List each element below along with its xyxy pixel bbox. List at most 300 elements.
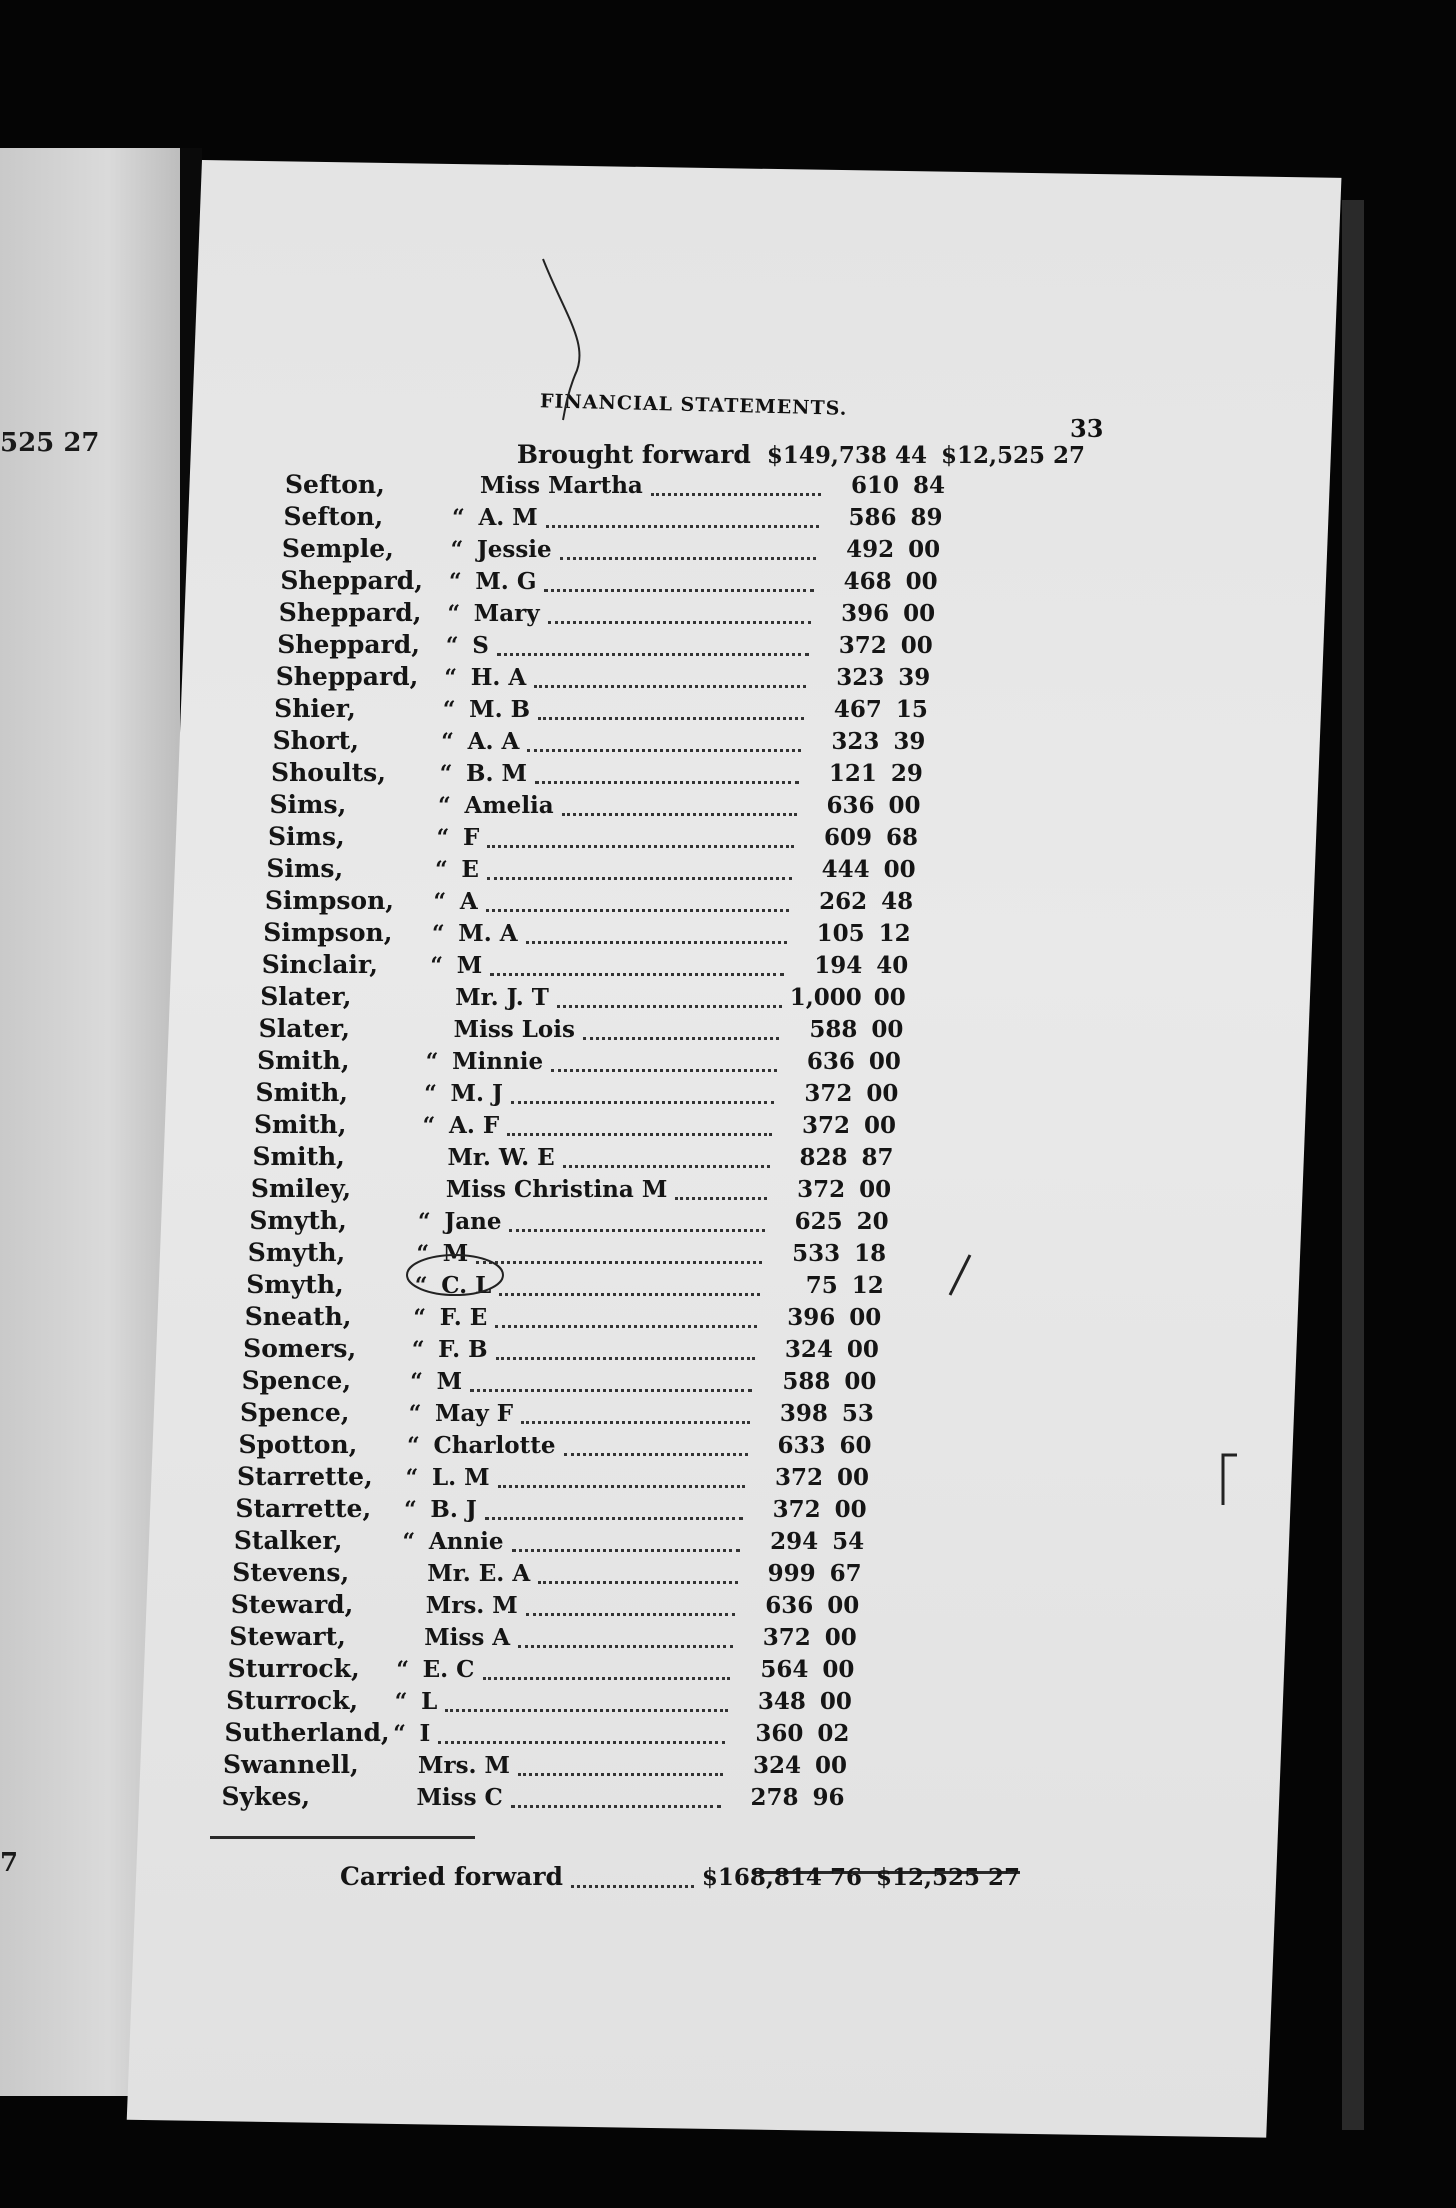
leader-dots bbox=[509, 1228, 764, 1232]
given-name-text: M. J bbox=[450, 1080, 503, 1107]
amount-dollars: 586 bbox=[848, 504, 897, 531]
leader-dots bbox=[534, 684, 806, 688]
given-name-text: L. M bbox=[431, 1464, 490, 1491]
amount-dollars: 588 bbox=[782, 1368, 831, 1395]
given-name-text: E bbox=[461, 856, 479, 883]
ditto-mark: “ bbox=[405, 1465, 419, 1491]
given-name-text: Miss Martha bbox=[480, 472, 643, 499]
amount-dollars: 323 bbox=[836, 664, 885, 691]
ditto-mark: “ bbox=[410, 1369, 423, 1395]
amount-cents: 00 bbox=[814, 1752, 847, 1779]
amount-cents: 00 bbox=[866, 1080, 899, 1107]
leader-dots bbox=[535, 780, 799, 784]
surname-text: Sturrock, bbox=[227, 1654, 360, 1683]
left-page-fragment: 7 bbox=[0, 1848, 19, 1878]
given-name-text: M. B bbox=[469, 696, 531, 723]
ledger-row bbox=[234, 1526, 864, 1558]
amount-cents: 39 bbox=[898, 664, 931, 691]
amount-dollars: 324 bbox=[784, 1336, 833, 1363]
ledger-row bbox=[251, 1174, 891, 1206]
ledger-row bbox=[232, 1558, 861, 1590]
ditto-mark: “ bbox=[414, 1273, 428, 1299]
leader-dots bbox=[551, 1068, 777, 1072]
surname-text: Sykes, bbox=[221, 1782, 311, 1811]
surname-text: Smyth, bbox=[247, 1238, 346, 1267]
given-name-text: A bbox=[459, 888, 478, 915]
brought-forward-label: Brought forward bbox=[516, 440, 751, 469]
pen-stroke-mark bbox=[535, 255, 595, 425]
surname-text: Sheppard, bbox=[278, 598, 422, 627]
leader-dots bbox=[445, 1708, 728, 1712]
amount-cents: 89 bbox=[910, 504, 943, 531]
ditto-mark: “ bbox=[441, 729, 454, 755]
amount-cents: 53 bbox=[841, 1400, 874, 1427]
amount-cents: 84 bbox=[912, 472, 945, 499]
pencil-tick-mark bbox=[945, 1250, 975, 1300]
ledger-row bbox=[240, 1398, 874, 1430]
page-number: 33 bbox=[1070, 414, 1104, 443]
ledger-row bbox=[265, 886, 913, 918]
ditto-mark: “ bbox=[431, 921, 445, 947]
surname-text: Smiley, bbox=[250, 1174, 352, 1203]
given-name-text: M bbox=[456, 952, 483, 979]
ledger-row bbox=[270, 790, 921, 822]
amount-cents: 00 bbox=[837, 1464, 870, 1491]
ledger-row bbox=[266, 854, 915, 886]
leader-dots bbox=[571, 1884, 694, 1888]
ledger-row bbox=[254, 1110, 896, 1142]
given-name-text: F. B bbox=[438, 1336, 488, 1363]
surname-text: Slater, bbox=[260, 982, 352, 1011]
amount-dollars: 372 bbox=[804, 1080, 853, 1107]
given-name-text: Mrs. M bbox=[425, 1592, 518, 1619]
given-name-text: I bbox=[419, 1720, 431, 1747]
ditto-mark: “ bbox=[433, 889, 447, 915]
ledger-row bbox=[235, 1494, 866, 1526]
ledger-row bbox=[259, 1014, 904, 1046]
surname-text: Sheppard, bbox=[280, 566, 423, 595]
amount-cents: 00 bbox=[824, 1624, 857, 1651]
given-name-text: A. F bbox=[449, 1112, 500, 1139]
ditto-mark: “ bbox=[444, 665, 458, 691]
ditto-mark: “ bbox=[422, 1113, 436, 1139]
amount-cents: 68 bbox=[886, 824, 919, 851]
amount-dollars: 636 bbox=[826, 792, 875, 819]
leader-dots bbox=[512, 1548, 741, 1552]
amount-dollars: 278 bbox=[750, 1784, 799, 1811]
amount-cents: 00 bbox=[819, 1688, 852, 1715]
surname-text: Shoults, bbox=[271, 758, 386, 787]
amount-cents: 67 bbox=[829, 1560, 862, 1587]
leader-dots bbox=[563, 1164, 770, 1168]
amount-cents: 00 bbox=[903, 600, 936, 627]
given-name-text: Jessie bbox=[476, 536, 552, 563]
surname-text: Smith, bbox=[254, 1110, 347, 1139]
given-name-text: Miss A bbox=[424, 1624, 511, 1651]
leader-dots bbox=[438, 1740, 725, 1744]
ditto-mark: “ bbox=[418, 1209, 431, 1235]
surname-text: Smith, bbox=[252, 1142, 345, 1171]
amount-dollars: 398 bbox=[779, 1400, 828, 1427]
amount-cents: 00 bbox=[846, 1336, 879, 1363]
surname-text: Semple, bbox=[281, 534, 394, 563]
ledger-row bbox=[257, 1046, 901, 1078]
ditto-mark: “ bbox=[402, 1529, 416, 1555]
surname-text: Somers, bbox=[243, 1334, 357, 1363]
leader-dots bbox=[544, 588, 813, 592]
ditto-mark: “ bbox=[413, 1305, 427, 1331]
brought-forward-total-secondary: $12,525 27 bbox=[940, 442, 1085, 469]
given-name-text: Mr. J. T bbox=[455, 984, 549, 1011]
leader-dots bbox=[521, 1420, 750, 1424]
surname-text: Starrette, bbox=[236, 1462, 373, 1491]
page-title: FINANCIAL STATEMENTS. bbox=[539, 390, 848, 420]
leader-dots bbox=[560, 556, 816, 560]
surname-text: Smyth, bbox=[246, 1270, 344, 1299]
ledger-row bbox=[277, 630, 933, 662]
amount-dollars: 294 bbox=[770, 1528, 819, 1555]
amount-cents: 00 bbox=[863, 1112, 896, 1139]
leader-dots bbox=[675, 1196, 767, 1200]
amount-dollars: 396 bbox=[841, 600, 890, 627]
amount-cents: 15 bbox=[895, 696, 928, 723]
amount-dollars: 121 bbox=[828, 760, 877, 787]
leader-dots bbox=[518, 1644, 733, 1648]
leader-dots bbox=[548, 620, 812, 624]
ditto-mark: “ bbox=[435, 857, 448, 883]
amount-cents: 00 bbox=[849, 1304, 882, 1331]
ditto-mark: “ bbox=[407, 1433, 420, 1459]
ditto-mark: “ bbox=[438, 793, 451, 819]
ditto-mark: “ bbox=[452, 505, 465, 531]
amount-dollars: 372 bbox=[775, 1464, 824, 1491]
amount-cents: 00 bbox=[834, 1496, 867, 1523]
amount-cents: 48 bbox=[881, 888, 914, 915]
surname-text: Short, bbox=[272, 726, 359, 755]
amount-dollars: 636 bbox=[765, 1592, 814, 1619]
amount-cents: 00 bbox=[888, 792, 921, 819]
given-name-text: Mrs. M bbox=[418, 1752, 510, 1779]
ledger-row bbox=[282, 534, 940, 566]
ledger-row bbox=[231, 1590, 860, 1622]
amount-cents: 00 bbox=[827, 1592, 860, 1619]
ledger-row bbox=[285, 470, 945, 502]
leader-dots bbox=[498, 1484, 745, 1488]
ledger-row bbox=[260, 982, 906, 1014]
given-name-text: F bbox=[462, 824, 480, 851]
bracket-mark bbox=[1215, 1450, 1245, 1510]
rule-left bbox=[210, 1836, 475, 1839]
leader-dots bbox=[546, 524, 819, 528]
given-name-text: Charlotte bbox=[433, 1432, 556, 1459]
given-name-text: B. J bbox=[430, 1496, 477, 1523]
surname-text: Sneath, bbox=[244, 1302, 352, 1331]
given-name-text: M bbox=[436, 1368, 463, 1395]
amount-cents: 00 bbox=[883, 856, 916, 883]
amount-dollars: 194 bbox=[814, 952, 863, 979]
surname-text: Sims, bbox=[266, 854, 344, 883]
leader-dots bbox=[651, 492, 821, 496]
ledger-row bbox=[274, 694, 928, 726]
amount-cents: 12 bbox=[851, 1272, 884, 1299]
given-name-text: Miss Christina M bbox=[445, 1176, 668, 1203]
amount-dollars: 262 bbox=[819, 888, 868, 915]
ledger-row bbox=[273, 726, 926, 758]
amount-dollars: 323 bbox=[831, 728, 880, 755]
ditto-mark: “ bbox=[411, 1337, 425, 1363]
given-name-text: S bbox=[472, 632, 489, 659]
ditto-mark: “ bbox=[396, 1657, 409, 1683]
amount-cents: 12 bbox=[878, 920, 911, 947]
ledger-row bbox=[237, 1462, 869, 1494]
leader-dots bbox=[538, 1580, 738, 1584]
ledger-row bbox=[249, 1206, 888, 1238]
ditto-mark: “ bbox=[393, 1721, 406, 1747]
given-name-text: Annie bbox=[428, 1528, 504, 1555]
leader-dots bbox=[557, 1004, 782, 1008]
ledger-row bbox=[279, 598, 935, 630]
ledger-row bbox=[280, 566, 937, 598]
leader-dots bbox=[538, 716, 804, 720]
carried-forward-total-secondary: $12,525 27 bbox=[875, 1864, 1020, 1891]
leader-dots bbox=[583, 1036, 779, 1040]
ledger-row bbox=[271, 758, 923, 790]
amount-dollars: 324 bbox=[752, 1752, 801, 1779]
surname-text: Sheppard, bbox=[277, 630, 420, 659]
surname-text: Smith, bbox=[255, 1078, 348, 1107]
surname-text: Sturrock, bbox=[226, 1686, 359, 1715]
ledger-row bbox=[243, 1334, 879, 1366]
ledger-row bbox=[226, 1686, 852, 1718]
amount-cents: 54 bbox=[832, 1528, 865, 1555]
given-name-text: A. M bbox=[478, 504, 538, 531]
amount-dollars: 633 bbox=[777, 1432, 826, 1459]
amount-dollars: 625 bbox=[794, 1208, 843, 1235]
leader-dots bbox=[485, 1516, 743, 1520]
amount-dollars: 467 bbox=[833, 696, 882, 723]
amount-cents: 96 bbox=[812, 1784, 845, 1811]
amount-dollars: 105 bbox=[816, 920, 865, 947]
leader-dots bbox=[511, 1804, 721, 1808]
amount-dollars: 75 bbox=[805, 1272, 838, 1299]
surname-text: Stewart, bbox=[229, 1622, 346, 1651]
brought-forward-row bbox=[435, 440, 1085, 472]
ditto-mark: “ bbox=[449, 569, 462, 595]
amount-cents: 60 bbox=[839, 1432, 872, 1459]
leader-dots bbox=[495, 1324, 757, 1328]
ditto-mark: “ bbox=[450, 537, 464, 563]
given-name-text: Miss C bbox=[416, 1784, 503, 1811]
amount-dollars: 492 bbox=[846, 536, 895, 563]
ledger-row bbox=[239, 1430, 872, 1462]
leader-dots bbox=[487, 876, 792, 880]
surname-text: Slater, bbox=[258, 1014, 350, 1043]
leader-dots bbox=[487, 844, 794, 848]
surname-text: Sutherland, bbox=[224, 1718, 390, 1747]
surname-text: Stalker, bbox=[233, 1526, 343, 1555]
amount-dollars: 348 bbox=[757, 1688, 806, 1715]
amount-dollars: 372 bbox=[797, 1176, 846, 1203]
ledger-row bbox=[225, 1718, 850, 1750]
ditto-mark: “ bbox=[439, 761, 453, 787]
amount-cents: 39 bbox=[893, 728, 926, 755]
ditto-mark: “ bbox=[408, 1401, 422, 1427]
ditto-mark: “ bbox=[430, 953, 444, 979]
amount-dollars: 828 bbox=[799, 1144, 848, 1171]
amount-cents: 00 bbox=[859, 1176, 892, 1203]
given-name-text: Mr. E. A bbox=[427, 1560, 531, 1587]
ditto-mark: “ bbox=[447, 601, 461, 627]
amount-cents: 00 bbox=[900, 632, 933, 659]
carried-forward-row bbox=[340, 1862, 1020, 1894]
leader-dots bbox=[526, 940, 787, 944]
leader-dots bbox=[507, 1132, 772, 1136]
amount-dollars: 609 bbox=[824, 824, 873, 851]
amount-cents: 00 bbox=[844, 1368, 877, 1395]
surname-text: Spence, bbox=[241, 1366, 352, 1395]
leader-dots bbox=[562, 812, 797, 816]
given-name-text: Miss Lois bbox=[453, 1016, 575, 1043]
ledger-row bbox=[262, 950, 909, 982]
amount-dollars: 588 bbox=[809, 1016, 858, 1043]
surname-text: Simpson, bbox=[264, 886, 394, 915]
given-name-text: Mary bbox=[473, 600, 540, 627]
given-name-text: F. E bbox=[439, 1304, 488, 1331]
leader-dots bbox=[518, 1772, 723, 1776]
surname-text: Steward, bbox=[230, 1590, 354, 1619]
surname-text: Stevens, bbox=[232, 1558, 350, 1587]
ledger-row bbox=[223, 1750, 847, 1782]
amount-cents: 00 bbox=[873, 984, 906, 1011]
amount-dollars: 636 bbox=[806, 1048, 855, 1075]
leader-dots bbox=[486, 908, 789, 912]
ledger-row bbox=[246, 1270, 884, 1302]
surname-text: Spence, bbox=[240, 1398, 350, 1427]
ledger-row bbox=[263, 918, 910, 950]
carried-forward-total: $168,814 76 bbox=[701, 1864, 862, 1891]
given-name-text: H. A bbox=[470, 664, 527, 691]
given-name-text: C. L bbox=[441, 1272, 492, 1299]
brought-forward-total: $149,738 44 bbox=[766, 442, 927, 469]
amount-dollars: 999 bbox=[767, 1560, 816, 1587]
given-name-text: Minnie bbox=[452, 1048, 544, 1075]
amount-dollars: 1,000 bbox=[789, 984, 862, 1011]
amount-cents: 40 bbox=[876, 952, 909, 979]
amount-cents: 02 bbox=[817, 1720, 850, 1747]
ditto-mark: “ bbox=[425, 1049, 439, 1075]
given-name-text: E. C bbox=[422, 1656, 475, 1683]
amount-dollars: 372 bbox=[762, 1624, 811, 1651]
amount-dollars: 360 bbox=[755, 1720, 804, 1747]
amount-dollars: 396 bbox=[787, 1304, 836, 1331]
leader-dots bbox=[476, 1260, 762, 1264]
ditto-mark: “ bbox=[394, 1689, 408, 1715]
amount-dollars: 533 bbox=[792, 1240, 841, 1267]
given-name-text: M bbox=[442, 1240, 469, 1267]
amount-cents: 00 bbox=[822, 1656, 855, 1683]
ledger-row bbox=[252, 1142, 893, 1174]
surname-text: Sims, bbox=[269, 790, 347, 819]
ditto-mark: “ bbox=[436, 825, 450, 851]
amount-cents: 87 bbox=[861, 1144, 894, 1171]
amount-cents: 29 bbox=[890, 760, 923, 787]
surname-text: Smith, bbox=[257, 1046, 350, 1075]
leader-dots bbox=[564, 1452, 748, 1456]
surname-text: Simpson, bbox=[263, 918, 393, 947]
leader-dots bbox=[496, 1356, 755, 1360]
amount-dollars: 372 bbox=[772, 1496, 821, 1523]
handwritten-circle-mark bbox=[400, 1245, 510, 1305]
surname-text: Shier, bbox=[274, 694, 356, 723]
page-right-edge bbox=[1342, 200, 1364, 2130]
ledger-row bbox=[268, 822, 918, 854]
ledger-row bbox=[256, 1078, 899, 1110]
leader-dots bbox=[470, 1388, 752, 1392]
given-name-text: A. A bbox=[467, 728, 520, 755]
ledger-row bbox=[248, 1238, 886, 1270]
ledger-row bbox=[242, 1366, 877, 1398]
amount-cents: 20 bbox=[856, 1208, 889, 1235]
ditto-mark: “ bbox=[442, 697, 456, 723]
surname-text: Starrette, bbox=[235, 1494, 372, 1523]
surname-text: Sinclair, bbox=[261, 950, 378, 979]
ditto-mark: “ bbox=[404, 1497, 417, 1523]
ledger-row bbox=[229, 1622, 857, 1654]
ledger-row bbox=[276, 662, 931, 694]
given-name-text: Mr. W. E bbox=[447, 1144, 555, 1171]
amount-cents: 00 bbox=[908, 536, 941, 563]
amount-cents: 00 bbox=[868, 1048, 901, 1075]
surname-text: Sheppard, bbox=[275, 662, 419, 691]
amount-dollars: 444 bbox=[821, 856, 870, 883]
surname-text: Sefton, bbox=[285, 470, 385, 499]
amount-dollars: 372 bbox=[801, 1112, 850, 1139]
leader-dots bbox=[483, 1676, 731, 1680]
given-name-text: M. G bbox=[475, 568, 537, 595]
ditto-mark: “ bbox=[445, 633, 459, 659]
ditto-mark: “ bbox=[416, 1241, 430, 1267]
amount-dollars: 372 bbox=[838, 632, 887, 659]
amount-cents: 18 bbox=[854, 1240, 887, 1267]
leader-dots bbox=[526, 1612, 736, 1616]
given-name-text: Jane bbox=[444, 1208, 502, 1235]
leader-dots bbox=[527, 748, 801, 752]
amount-dollars: 564 bbox=[760, 1656, 809, 1683]
ledger-row bbox=[283, 502, 942, 534]
ledger-row bbox=[221, 1782, 844, 1814]
leader-dots bbox=[499, 1292, 759, 1296]
amount-cents: 00 bbox=[905, 568, 938, 595]
left-page-total: 525 27 bbox=[0, 428, 100, 458]
surname-text: Sefton, bbox=[283, 502, 384, 531]
given-name-text: M. A bbox=[458, 920, 518, 947]
given-name-text: L bbox=[421, 1688, 438, 1715]
ledger-row bbox=[228, 1654, 855, 1686]
given-name-text: B. M bbox=[466, 760, 527, 787]
given-name-text: Amelia bbox=[464, 792, 554, 819]
leader-dots bbox=[511, 1100, 775, 1104]
ditto-mark: “ bbox=[424, 1081, 437, 1107]
leader-dots bbox=[490, 972, 784, 976]
surname-text: Swannell, bbox=[223, 1750, 359, 1779]
carried-forward-label: Carried forward bbox=[340, 1862, 563, 1891]
amount-dollars: 610 bbox=[850, 472, 899, 499]
surname-text: Spotton, bbox=[238, 1430, 358, 1459]
surname-text: Sims, bbox=[267, 822, 345, 851]
amount-cents: 00 bbox=[871, 1016, 904, 1043]
leader-dots bbox=[497, 652, 809, 656]
surname-text: Smyth, bbox=[249, 1206, 347, 1235]
